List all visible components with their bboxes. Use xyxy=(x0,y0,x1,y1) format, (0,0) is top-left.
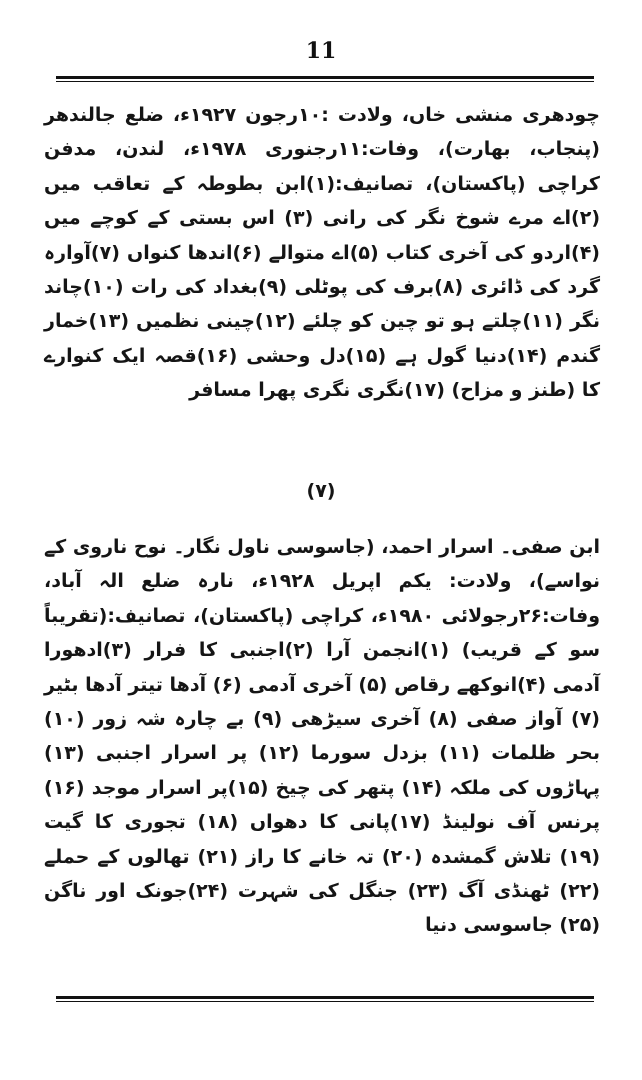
entry-paragraph-7 xyxy=(44,530,600,943)
header-rule-thin xyxy=(56,81,594,82)
entry-paragraph-6 xyxy=(44,98,600,408)
entry-6-text: چودھری منشی خاں، ولادت :۱۰رجون ۱۹۲۷ء، ضلع جالندھر (پنجاب، بھارت)، وفات:۱۱رجنوری ۱۹۷۸ء، لندن، مدفن کراچی (پاکستان)، تصانیف:(۱)ابن بطوطہ کے تعاقب میں (۲)اے مرے شوخ نگر کی رانی (۳) اس بستی کے کوچے میں (۴)اردو کی آخری کتاب (۵)اے متوالے (۶)اندھا کنواں (۷)آوارہ گرد کی ڈائری (۸)برف کی پوٹلی (۹)بغداد کی رات (۱۰)چاند نگر (۱۱)چلتے ہو تو چین کو چلئے (۱۲)چینی نظمیں (۱۳)خمار گندم (۱۴)دنیا گول ہے (۱۵)دل وحشی (۱۶)قصہ ایک کنوارے کا (طنز و مزاح) (۱۷)نگری نگری پھرا مسافر xyxy=(44,104,601,402)
section-heading-7: (۷) xyxy=(306,480,336,502)
footer-rule-thin xyxy=(56,1001,594,1002)
entry-7-text: اسرار احمد، (جاسوسی ناول نگار۔ نوح ناروی کے نواسے)، ولادت: یکم اپریل ۱۹۲۸ء، نارہ ضلع الہ آباد، وفات:۲۶رجولائی ۱۹۸۰ء، کراچی (پاکستان)، تصانیف:(تقریباً سو کے قریب) (۱)انجمن آرا (۲)اجنبی کا فرار (۳)ادھورا آدمی (۴)انوکھے رقاص (۵) آخری آدمی (۶) آدھا تیتر آدھا بٹیر (۷) آواز صفی (۸) آخری سیڑھی (۹) بے چارہ شہ زور (۱۰) بحر ظلمات (۱۱) بزدل سورما (۱۲) پر اسرار اجنبی (۱۳) پہاڑوں کی ملکہ (۱۴) پتھر کی چیخ (۱۵)پر اسرار موجد (۱۶) پرنس آف نولینڈ (۱۷)پانی کا دھواں (۱۸) تجوری کا گیت (۱۹) تلاش گمشدہ (۲۰) تہ خانے کا راز (۲۱) تھالوں کے حملے (۲۲) ٹھنڈی آگ (۲۳) جنگل کی شہرت (۲۴)جونک اور ناگن (۲۵) جاسوسی دنیا xyxy=(44,536,601,937)
page-number: 11 xyxy=(305,38,337,64)
entry-7-name: ابن صفی۔ xyxy=(500,536,601,558)
footer-rule xyxy=(56,996,594,1002)
header-rule-thick xyxy=(56,76,594,79)
header-rule xyxy=(56,76,594,82)
footer-rule-thick xyxy=(56,996,594,999)
